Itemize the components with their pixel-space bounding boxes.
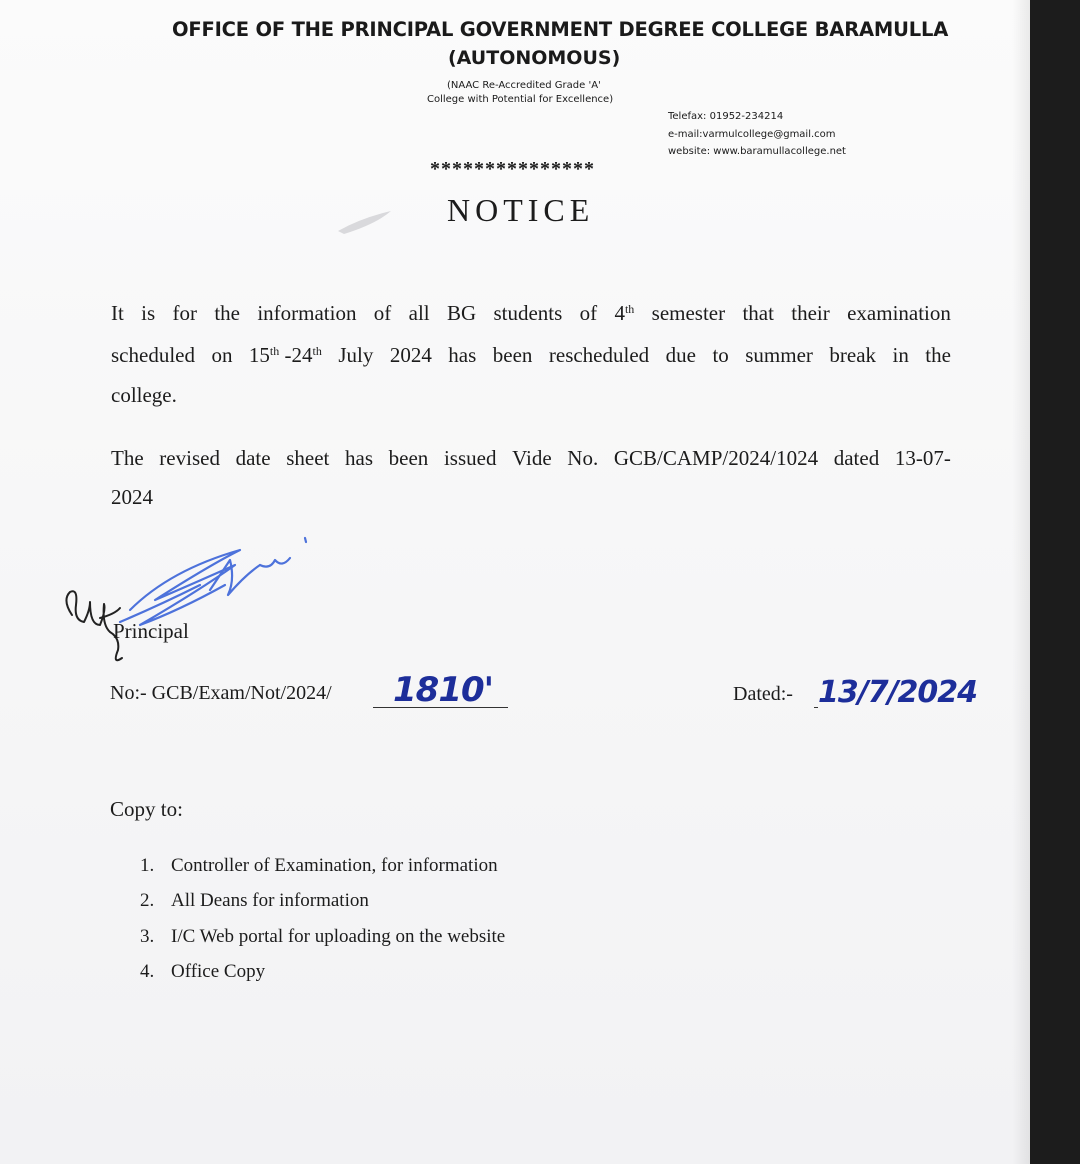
- word: 2024: [389, 343, 432, 367]
- college-status: (AUTONOMOUS): [448, 47, 621, 69]
- reference-number: GCB/CAMP/2024/1024: [613, 446, 819, 470]
- copy-to-item: 2. All Deans for information: [140, 890, 369, 911]
- word: break: [829, 343, 877, 367]
- word: for: [172, 301, 197, 325]
- word: the: [925, 343, 951, 367]
- star-divider: ***************: [430, 158, 595, 180]
- word: It: [111, 301, 124, 325]
- word: students: [493, 301, 563, 325]
- word: scheduled: [111, 343, 195, 367]
- word: is: [141, 301, 156, 325]
- paragraph-2-line-2: 2024: [111, 485, 153, 509]
- word: The: [111, 446, 144, 470]
- word: examination: [847, 301, 951, 325]
- word: date: [235, 446, 271, 470]
- word: in: [892, 343, 909, 367]
- word: of: [579, 301, 598, 325]
- copy-to-item: 1. Controller of Examination, for information: [140, 855, 498, 876]
- word: issued: [443, 446, 497, 470]
- notice-heading: NOTICE: [447, 192, 595, 228]
- word: summer: [745, 343, 813, 367]
- notice-number-label: No:- GCB/Exam/Not/2024/: [110, 682, 332, 704]
- semester-ordinal: 4th: [614, 301, 635, 325]
- paragraph-1-line-3: college.: [111, 383, 177, 407]
- word: that: [742, 301, 774, 325]
- word: BG: [446, 301, 477, 325]
- word: of: [373, 301, 392, 325]
- dated-label: Dated:-: [733, 683, 793, 705]
- email: e-mail:varmulcollege@gmail.com: [668, 129, 836, 140]
- notice-number-handwritten: 1810': [393, 670, 494, 710]
- word: has: [345, 446, 374, 470]
- word: rescheduled: [548, 343, 650, 367]
- word: sheet: [286, 446, 330, 470]
- scan-smudge: [336, 206, 396, 236]
- paragraph-2-line-1: [111, 446, 951, 471]
- word: been: [388, 446, 429, 470]
- naac-line-2: College with Potential for Excellence): [427, 94, 614, 105]
- word: to: [712, 343, 729, 367]
- paragraph-1-line-1: [111, 301, 951, 326]
- word: July: [338, 343, 374, 367]
- word: all: [408, 301, 430, 325]
- paragraph-1-line-2: [111, 343, 951, 368]
- word: information: [257, 301, 357, 325]
- copy-to-item: 4. Office Copy: [140, 961, 266, 982]
- copy-to-label: Copy to:: [110, 797, 183, 821]
- word: No.: [567, 446, 599, 470]
- word: dated: [833, 446, 880, 470]
- copy-to-item: 3. I/C Web portal for uploading on the website: [140, 926, 506, 947]
- date-range: 15th -24th: [248, 343, 322, 367]
- website: website: www.baramullacollege.net: [668, 146, 846, 157]
- word: 13-07-: [894, 446, 951, 470]
- word: Vide: [512, 446, 552, 470]
- word: on: [211, 343, 233, 367]
- word: been: [492, 343, 533, 367]
- word: their: [791, 301, 830, 325]
- college-title: OFFICE OF THE PRINCIPAL GOVERNMENT DEGREE COLLEGE BARAMULLA: [172, 18, 949, 41]
- word: revised: [159, 446, 220, 470]
- page-edge-shadow: [1012, 0, 1030, 1164]
- date-handwritten: 13/7/2024: [818, 675, 978, 710]
- word: has: [448, 343, 477, 367]
- principal-signature: [60, 530, 320, 680]
- word: due: [665, 343, 696, 367]
- principal-title: Principal: [113, 619, 189, 643]
- word: semester: [651, 301, 726, 325]
- word: the: [214, 301, 240, 325]
- telefax: Telefax: 01952-234214: [668, 111, 784, 122]
- naac-line-1: (NAAC Re-Accredited Grade 'A': [447, 80, 601, 91]
